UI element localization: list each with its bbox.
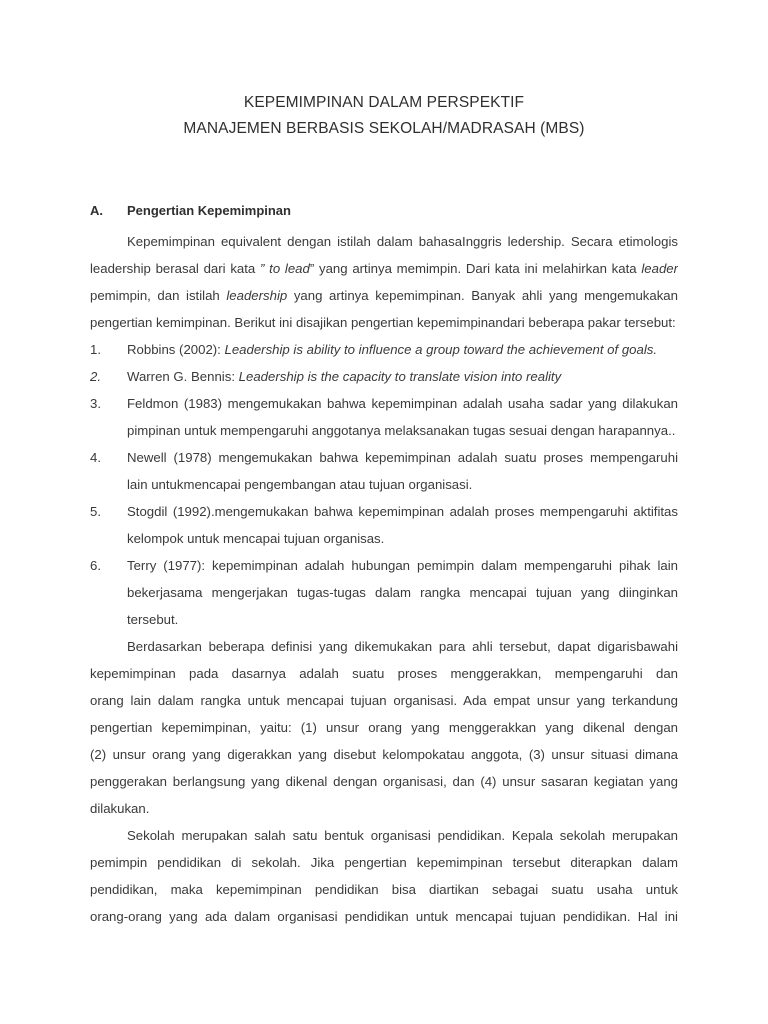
section-title: Pengertian Kepemimpinan	[127, 203, 291, 218]
section-number: A.	[90, 203, 103, 218]
list-number: 4.	[90, 450, 101, 465]
list-number: 2.	[90, 369, 101, 384]
document-title-line-1: KEPEMIMPINAN DALAM PERSPEKTIF	[243, 94, 525, 111]
list-item-4-continued: lain untukmencapai pengembangan atau tujuan organisasi.	[127, 477, 473, 492]
list-item-3-continued: pimpinan untuk mempengaruhi anggotanya melaksanakan tugas sesuai dengan harapannya..	[127, 423, 676, 438]
paragraph-3-line-3: pendidikan, maka kepemimpinan pendidikan bisa diartikan sebagai suatu usaha untuk	[90, 882, 678, 897]
list-item-5-continued: kelompok untuk mencapai tujuan organisas.	[127, 531, 385, 546]
paragraph-1-line-2: leadership berasal dari kata ” to lead” yang artinya memimpin. Dari kata ini melahirkan kata leader	[90, 261, 678, 276]
paragraph-3-line-4: orang-orang yang ada dalam organisasi pendidikan untuk mencapai tujuan pendidikan. Hal ini	[90, 909, 678, 924]
list-item-6-continued-2: tersebut.	[127, 612, 179, 627]
paragraph-2-line-7: dilakukan.	[90, 801, 150, 816]
list-number: 1.	[90, 342, 101, 357]
list-number: 3.	[90, 396, 101, 411]
paragraph-3-line-2: pemimpin pendidikan di sekolah. Jika pengertian kepemimpinan tersebut diterapkan dalam	[90, 855, 678, 870]
paragraph-3-line-1: Sekolah merupakan salah satu bentuk organisasi pendidikan. Kepala sekolah merupakan	[127, 828, 678, 843]
list-item-1: 1. Robbins (2002): Leadership is ability to influence a group toward the achievement of goals.	[90, 336, 678, 363]
document-title-line-2: MANAJEMEN BERBASIS SEKOLAH/MADRASAH (MBS)	[183, 120, 585, 137]
paragraph-2-line-3: orang lain dalam rangka untuk mencapai tujuan organisasi. Ada empat unsur yang terkandung	[90, 693, 678, 708]
body-text	[90, 228, 678, 930]
paragraph-2-line-5: (2) unsur orang yang digerakkan yang disebut kelompokatau anggota, (3) unsur situasi dimana	[90, 747, 678, 762]
list-item-6-continued: bekerjasama mengerjakan tugas-tugas dalam rangka mencapai tujuan yang diinginkan	[127, 585, 678, 600]
paragraph-2-line-6: penggerakan berlangsung yang dikenal dengan organisasi, dan (4) unsur sasaran kegiatan yang	[90, 774, 678, 789]
paragraph-1-line-3: pemimpin, dan istilah leadership yang artinya kepemimpinan. Banyak ahli yang mengemukakan	[90, 288, 678, 303]
paragraph-1-line-1: Kepemimpinan equivalent dengan istilah dalam bahasaInggris ledership. Secara etimologis	[127, 234, 678, 249]
paragraph-1-line-4: pengertian kemimpinan. Berikut ini disajikan pengertian kepemimpinandari beberapa pakar tersebut:	[90, 315, 676, 330]
list-item-2: 2. Warren G. Bennis: Leadership is the capacity to translate vision into reality	[90, 363, 678, 390]
list-item-5: 5. Stogdil (1992).mengemukakan bahwa kepemimpinan adalah proses mempengaruhi aktifitas	[90, 498, 678, 525]
paragraph-2-line-2: kepemimpinan pada dasarnya adalah suatu proses menggerakkan, mempengaruhi dan	[90, 666, 678, 681]
list-item-4: 4. Newell (1978) mengemukakan bahwa kepemimpinan adalah suatu proses mempengaruhi	[90, 444, 678, 471]
list-number: 6.	[90, 558, 101, 573]
paragraph-2-line-1: Berdasarkan beberapa definisi yang dikemukakan para ahli tersebut, dapat digarisbawahi	[127, 639, 678, 654]
paragraph-2-line-4: pengertian kepemimpinan, yaitu: (1) unsur orang yang menggerakkan yang dikenal dengan	[90, 720, 678, 735]
quote-text: Leadership is ability to influence a group toward the achievement of goals.	[224, 342, 658, 357]
list-number: 5.	[90, 504, 101, 519]
list-item-6: 6. Terry (1977): kepemimpinan adalah hubungan pemimpin dalam mempengaruhi pihak lain	[90, 552, 678, 579]
quote-text: Leadership is the capacity to translate vision into reality	[238, 369, 562, 384]
list-item-3: 3. Feldmon (1983) mengemukakan bahwa kepemimpinan adalah usaha sadar yang dilakukan	[90, 390, 678, 417]
